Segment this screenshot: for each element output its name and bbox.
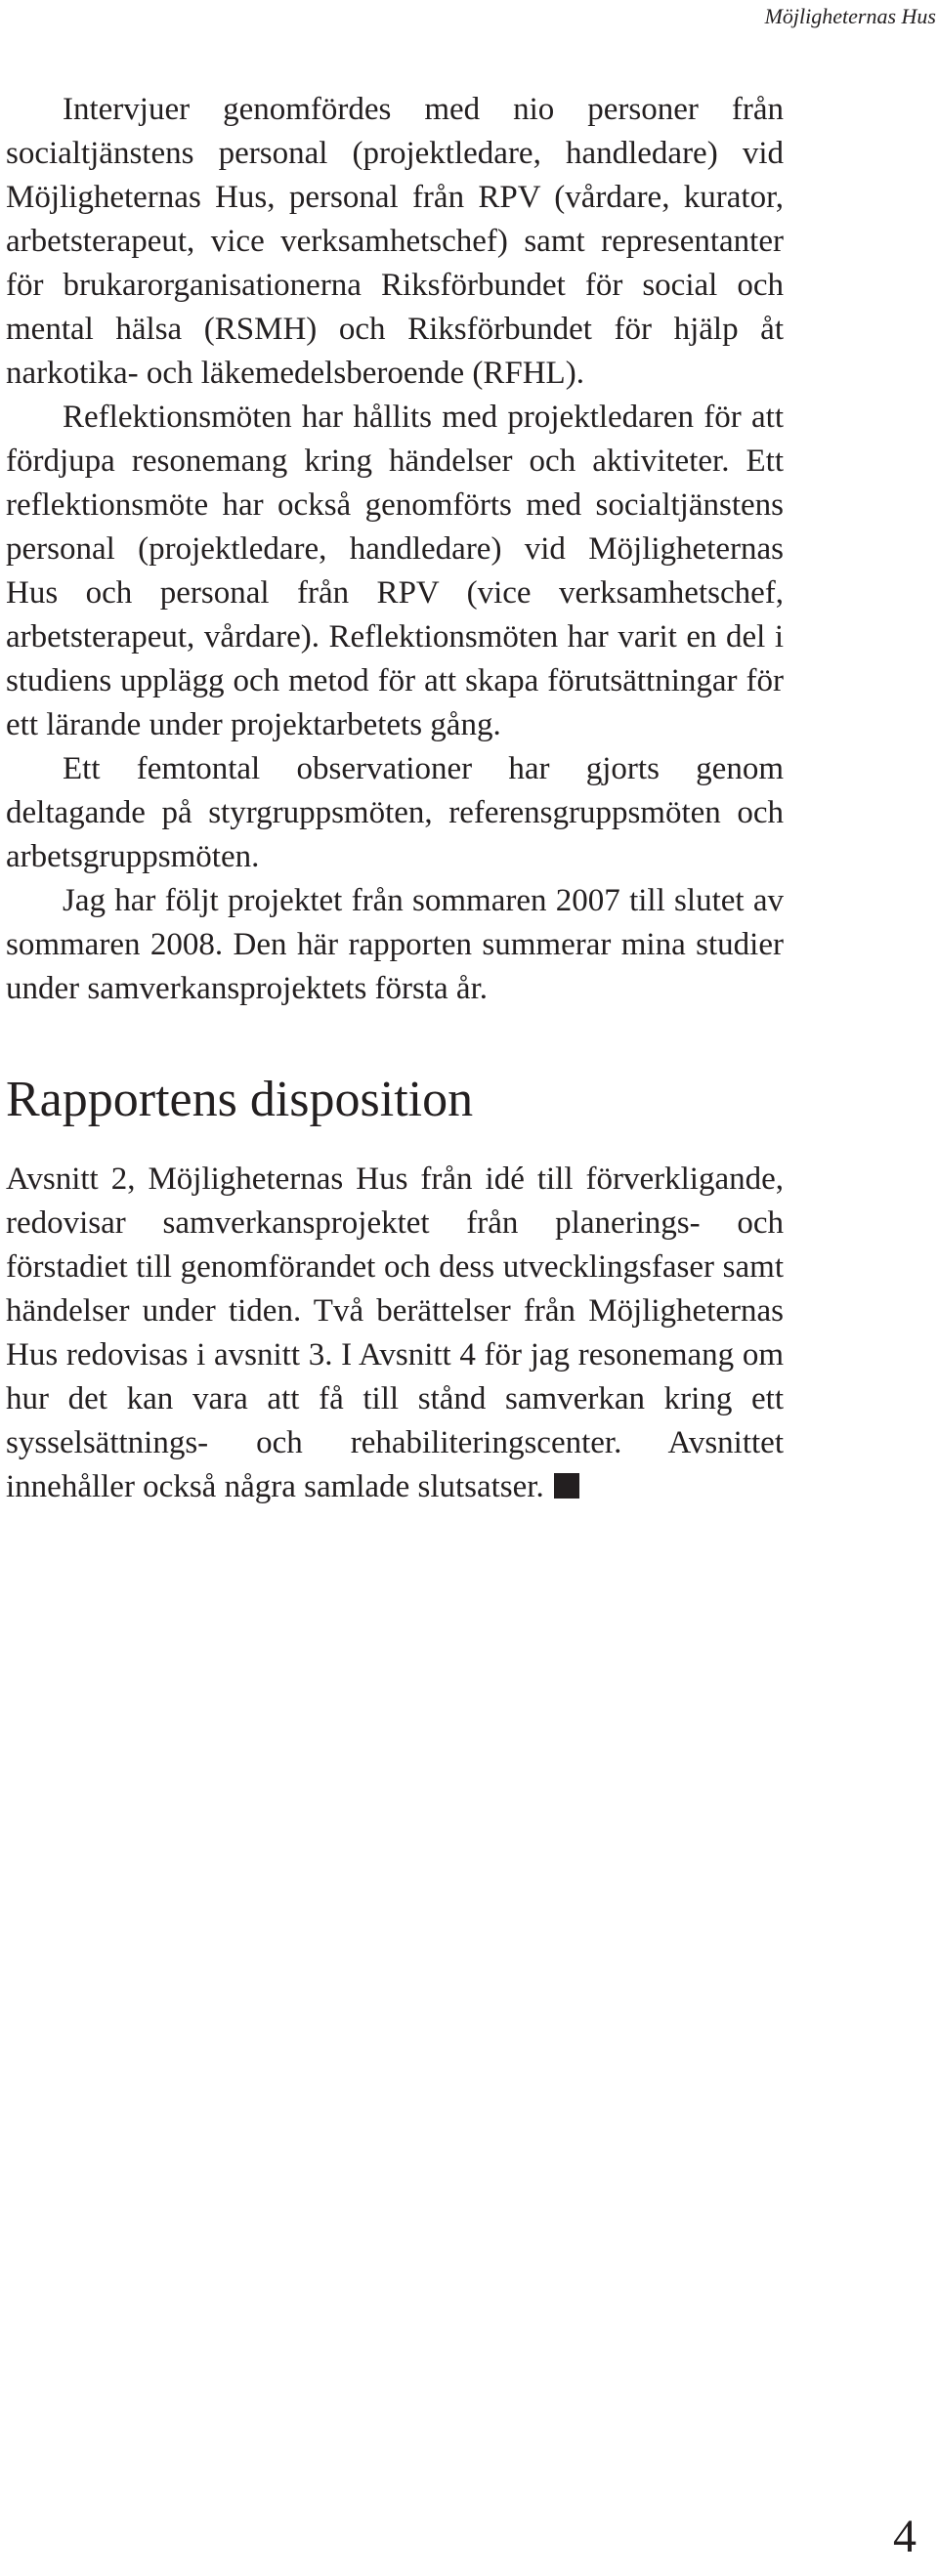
page-body	[6, 88, 784, 1509]
section-heading: Rapportens disposition	[6, 1072, 474, 1127]
paragraph-observations: Ett femtontal observationer har gjorts genom deltagande på styrgruppsmöten, referensgruppsmöten och arbetsgruppsmöten.	[6, 751, 784, 874]
paragraph-disposition	[6, 1158, 784, 1509]
page-number: 4	[893, 2511, 917, 2562]
paragraph-project-period: Jag har följt projektet från sommaren 2007 till slutet av sommaren 2008. Den här rapporten summerar mina studier under samverkansprojektets första år.	[6, 883, 784, 1006]
paragraph-reflection-meetings: Reflektionsmöten har hållits med projektledaren för att fördjupa resonemang kring händelser och aktiviteter. Ett reflektionsmöte har också genomförts med socialtjänstens personal (projektledare, handledare) vid Möjligheternas Hus och personal från RPV (vice verksamhetschef, arbetsterapeut, vårdare). Reflektionsmöten har varit en del i studiens upplägg och metod för att skapa förutsättningar för ett lärande under projektarbetets gång.	[6, 400, 784, 742]
paragraph-interviews: Intervjuer genomfördes med nio personer från socialtjänstens personal (projektledare, handledare) vid Möjligheternas Hus, personal från RPV (vårdare, kurator, arbetsterapeut, vice verksamhetschef) samt representanter för brukarorganisationerna Riksförbundet för social och mental hälsa (RSMH) och Riksförbundet för hjälp åt narkotika- och läkemedelsberoende (RFHL).	[6, 92, 784, 391]
end-of-article-square-icon	[554, 1473, 579, 1499]
running-header: Möjligheternas Hus	[764, 4, 936, 28]
paragraph-disposition-text: Avsnitt 2, Möjligheternas Hus från idé till förverkligande, redovisar samverkansprojektet från planerings- och förstadiet till genomförandet och dess utvecklingsfaser samt händelser under tiden. Två berättelser från Möjligheternas Hus redovisas i avsnitt 3. I Avsnitt 4 för jag resonemang om hur det kan vara att få till stånd samverkan kring ett sysselsättnings- och rehabiliteringscenter. Avsnittet innehåller också några samlade slutsatser.	[6, 1161, 784, 1504]
